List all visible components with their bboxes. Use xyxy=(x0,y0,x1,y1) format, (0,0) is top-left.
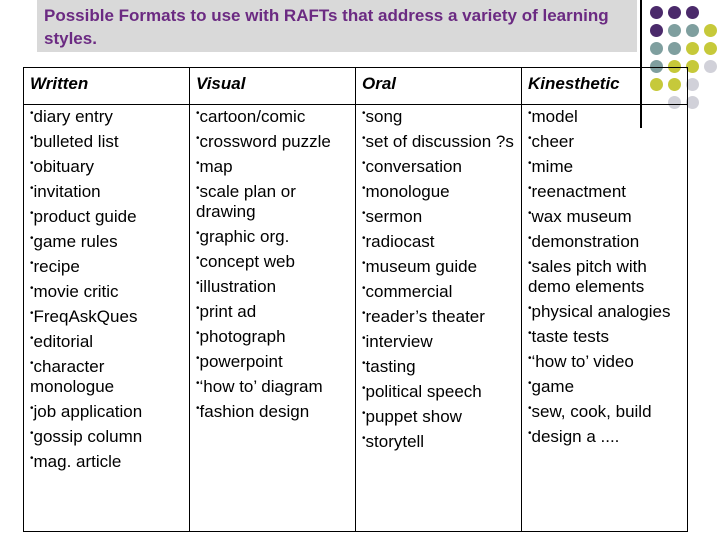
list-item xyxy=(196,227,351,247)
bullet-icon: • xyxy=(362,108,366,119)
bullet-icon: • xyxy=(362,283,366,294)
list-item-text: invitation xyxy=(33,182,101,201)
list-item-text: mime xyxy=(531,157,574,176)
list-item xyxy=(30,307,185,327)
items-row xyxy=(24,105,688,532)
decorative-dot xyxy=(650,42,663,55)
list-item-text: map xyxy=(199,157,233,176)
list-item-text: game xyxy=(531,377,575,396)
list-item xyxy=(196,402,351,422)
bullet-icon: • xyxy=(30,333,34,344)
bullet-icon: • xyxy=(196,278,200,289)
bullet-icon: • xyxy=(30,428,34,439)
bullet-icon: • xyxy=(196,378,200,389)
list-item xyxy=(362,157,517,177)
list-item-text: crossword puzzle xyxy=(199,132,331,151)
bullet-icon: • xyxy=(30,358,34,369)
bullet-icon: • xyxy=(362,308,366,319)
list-item-text: scale plan or drawing xyxy=(196,182,296,221)
bullet-icon: • xyxy=(528,353,532,364)
bullet-icon: • xyxy=(528,303,532,314)
list-item-text: character monologue xyxy=(30,357,115,396)
bullet-icon: • xyxy=(30,233,34,244)
list-item-text: interview xyxy=(365,332,433,351)
list-item xyxy=(528,107,683,127)
list-item-text: wax museum xyxy=(531,207,632,226)
list-item xyxy=(528,207,683,227)
list-item-text: ‘how to’ diagram xyxy=(199,377,323,396)
list-item-text: political speech xyxy=(365,382,482,401)
bullet-icon: • xyxy=(362,258,366,269)
list-item xyxy=(30,357,185,397)
bullet-icon: • xyxy=(30,208,34,219)
column-oral xyxy=(356,105,522,532)
bullet-icon: • xyxy=(196,158,200,169)
bullet-icon: • xyxy=(528,133,532,144)
list-item xyxy=(528,182,683,202)
list-item-text: model xyxy=(531,107,578,126)
list-item xyxy=(528,232,683,252)
list-item xyxy=(30,402,185,422)
list-item-text: editorial xyxy=(33,332,94,351)
list-item xyxy=(362,332,517,352)
bullet-icon: • xyxy=(362,208,366,219)
list-item-text: commercial xyxy=(365,282,453,301)
list-item xyxy=(528,257,683,297)
bullet-icon: • xyxy=(30,183,34,194)
list-item xyxy=(528,402,683,422)
bullet-icon: • xyxy=(528,158,532,169)
column-header-kinesthetic: Kinesthetic xyxy=(522,68,688,105)
decorative-dot xyxy=(668,6,681,19)
bullet-icon: • xyxy=(196,328,200,339)
list-item-text: puppet show xyxy=(365,407,462,426)
list-item-text: bulleted list xyxy=(33,132,119,151)
list-item xyxy=(196,182,351,222)
list-item xyxy=(362,232,517,252)
list-item xyxy=(362,432,517,452)
list-item-text: product guide xyxy=(33,207,137,226)
bullet-icon: • xyxy=(30,283,34,294)
bullet-icon: • xyxy=(196,183,200,194)
decorative-dot xyxy=(704,24,717,37)
bullet-icon: • xyxy=(196,228,200,239)
decorative-dot xyxy=(650,6,663,19)
bullet-icon: • xyxy=(362,333,366,344)
bullet-icon: • xyxy=(196,133,200,144)
decorative-dot xyxy=(704,42,717,55)
list-item xyxy=(362,107,517,127)
list-item-text: print ad xyxy=(199,302,257,321)
decorative-dot xyxy=(650,24,663,37)
bullet-icon: • xyxy=(196,108,200,119)
list-item xyxy=(362,357,517,377)
bullet-icon: • xyxy=(362,158,366,169)
list-item xyxy=(528,132,683,152)
bullet-icon: • xyxy=(30,308,34,319)
list-item-text: storytell xyxy=(365,432,425,451)
bullet-icon: • xyxy=(196,403,200,414)
list-item-text: diary entry xyxy=(33,107,113,126)
list-item-text: reenactment xyxy=(531,182,627,201)
list-item-text: radiocast xyxy=(365,232,435,251)
column-header-visual: Visual xyxy=(190,68,356,105)
list-item-text: design a .... xyxy=(531,427,620,446)
bullet-icon: • xyxy=(362,433,366,444)
list-item-text: cartoon/comic xyxy=(199,107,306,126)
list-item xyxy=(30,157,185,177)
list-item xyxy=(196,327,351,347)
bullet-icon: • xyxy=(528,378,532,389)
list-item xyxy=(362,382,517,402)
list-item xyxy=(196,277,351,297)
bullet-icon: • xyxy=(528,183,532,194)
header-row xyxy=(24,68,688,105)
bullet-icon: • xyxy=(528,208,532,219)
list-item xyxy=(30,332,185,352)
decorative-dot xyxy=(686,6,699,19)
list-item xyxy=(30,427,185,447)
bullet-icon: • xyxy=(528,233,532,244)
list-item xyxy=(30,232,185,252)
list-item-text: photograph xyxy=(199,327,286,346)
list-item-text: ‘how to’ video xyxy=(531,352,634,371)
list-item-text: powerpoint xyxy=(199,352,283,371)
list-item xyxy=(30,207,185,227)
bullet-icon: • xyxy=(196,353,200,364)
list-item xyxy=(196,302,351,322)
bullet-icon: • xyxy=(30,453,34,464)
bullet-icon: • xyxy=(362,233,366,244)
list-item xyxy=(362,207,517,227)
bullet-icon: • xyxy=(196,253,200,264)
list-item xyxy=(30,107,185,127)
bullet-icon: • xyxy=(30,403,34,414)
list-item-text: monologue xyxy=(365,182,450,201)
decorative-dot xyxy=(704,60,717,73)
list-item-text: mag. article xyxy=(33,452,122,471)
decorative-dot xyxy=(686,24,699,37)
list-item-text: movie critic xyxy=(33,282,119,301)
bullet-icon: • xyxy=(196,303,200,314)
list-item xyxy=(196,352,351,372)
list-item xyxy=(30,257,185,277)
bullet-icon: • xyxy=(30,158,34,169)
bullet-icon: • xyxy=(528,428,532,439)
list-item-text: taste tests xyxy=(531,327,609,346)
list-item xyxy=(528,352,683,372)
list-item-text: set of discussion ?s xyxy=(365,132,514,151)
column-visual xyxy=(190,105,356,532)
list-item-text: demonstration xyxy=(531,232,640,251)
list-item xyxy=(362,307,517,327)
list-item-text: reader’s theater xyxy=(365,307,485,326)
list-item xyxy=(196,107,351,127)
bullet-icon: • xyxy=(528,328,532,339)
list-item-text: FreqAskQues xyxy=(33,307,138,326)
list-item-text: tasting xyxy=(365,357,416,376)
formats-table xyxy=(23,67,688,532)
list-item xyxy=(362,282,517,302)
list-item xyxy=(196,252,351,272)
list-item-text: conversation xyxy=(365,157,462,176)
list-item-text: job application xyxy=(33,402,143,421)
list-item-text: song xyxy=(365,107,403,126)
list-item xyxy=(196,157,351,177)
bullet-icon: • xyxy=(362,358,366,369)
list-item-text: graphic org. xyxy=(199,227,290,246)
column-header-oral: Oral xyxy=(356,68,522,105)
list-item-text: museum guide xyxy=(365,257,478,276)
list-item-text: illustration xyxy=(199,277,277,296)
list-item-text: concept web xyxy=(199,252,295,271)
list-item xyxy=(362,132,517,152)
list-item xyxy=(30,452,185,472)
list-item-text: sermon xyxy=(365,207,423,226)
list-item xyxy=(362,407,517,427)
list-item-text: fashion design xyxy=(199,402,310,421)
column-kinesthetic xyxy=(522,105,688,532)
bullet-icon: • xyxy=(528,403,532,414)
bullet-icon: • xyxy=(362,408,366,419)
column-header-written: Written xyxy=(24,68,190,105)
list-item-text: obituary xyxy=(33,157,94,176)
list-item-text: gossip column xyxy=(33,427,143,446)
list-item xyxy=(528,327,683,347)
list-item xyxy=(196,377,351,397)
list-item xyxy=(528,157,683,177)
list-item xyxy=(528,302,683,322)
list-item xyxy=(528,377,683,397)
decorative-dot xyxy=(668,42,681,55)
bullet-icon: • xyxy=(362,133,366,144)
list-item xyxy=(362,257,517,277)
decorative-dot xyxy=(668,24,681,37)
bullet-icon: • xyxy=(30,133,34,144)
page-title: Possible Formats to use with RAFTs that address a variety of learning styles. xyxy=(44,6,609,48)
bullet-icon: • xyxy=(362,183,366,194)
bullet-icon: • xyxy=(30,108,34,119)
list-item xyxy=(528,427,683,447)
list-item xyxy=(30,282,185,302)
list-item xyxy=(196,132,351,152)
bullet-icon: • xyxy=(362,383,366,394)
list-item-text: sew, cook, build xyxy=(531,402,652,421)
column-written xyxy=(24,105,190,532)
list-item-text: physical analogies xyxy=(531,302,671,321)
decorative-dot xyxy=(686,42,699,55)
bullet-icon: • xyxy=(528,258,532,269)
list-item-text: sales pitch with demo elements xyxy=(528,257,647,296)
list-item-text: recipe xyxy=(33,257,80,276)
list-item-text: cheer xyxy=(531,132,575,151)
list-item xyxy=(30,132,185,152)
bullet-icon: • xyxy=(528,108,532,119)
list-item xyxy=(30,182,185,202)
bullet-icon: • xyxy=(30,258,34,269)
list-item xyxy=(362,182,517,202)
list-item-text: game rules xyxy=(33,232,118,251)
